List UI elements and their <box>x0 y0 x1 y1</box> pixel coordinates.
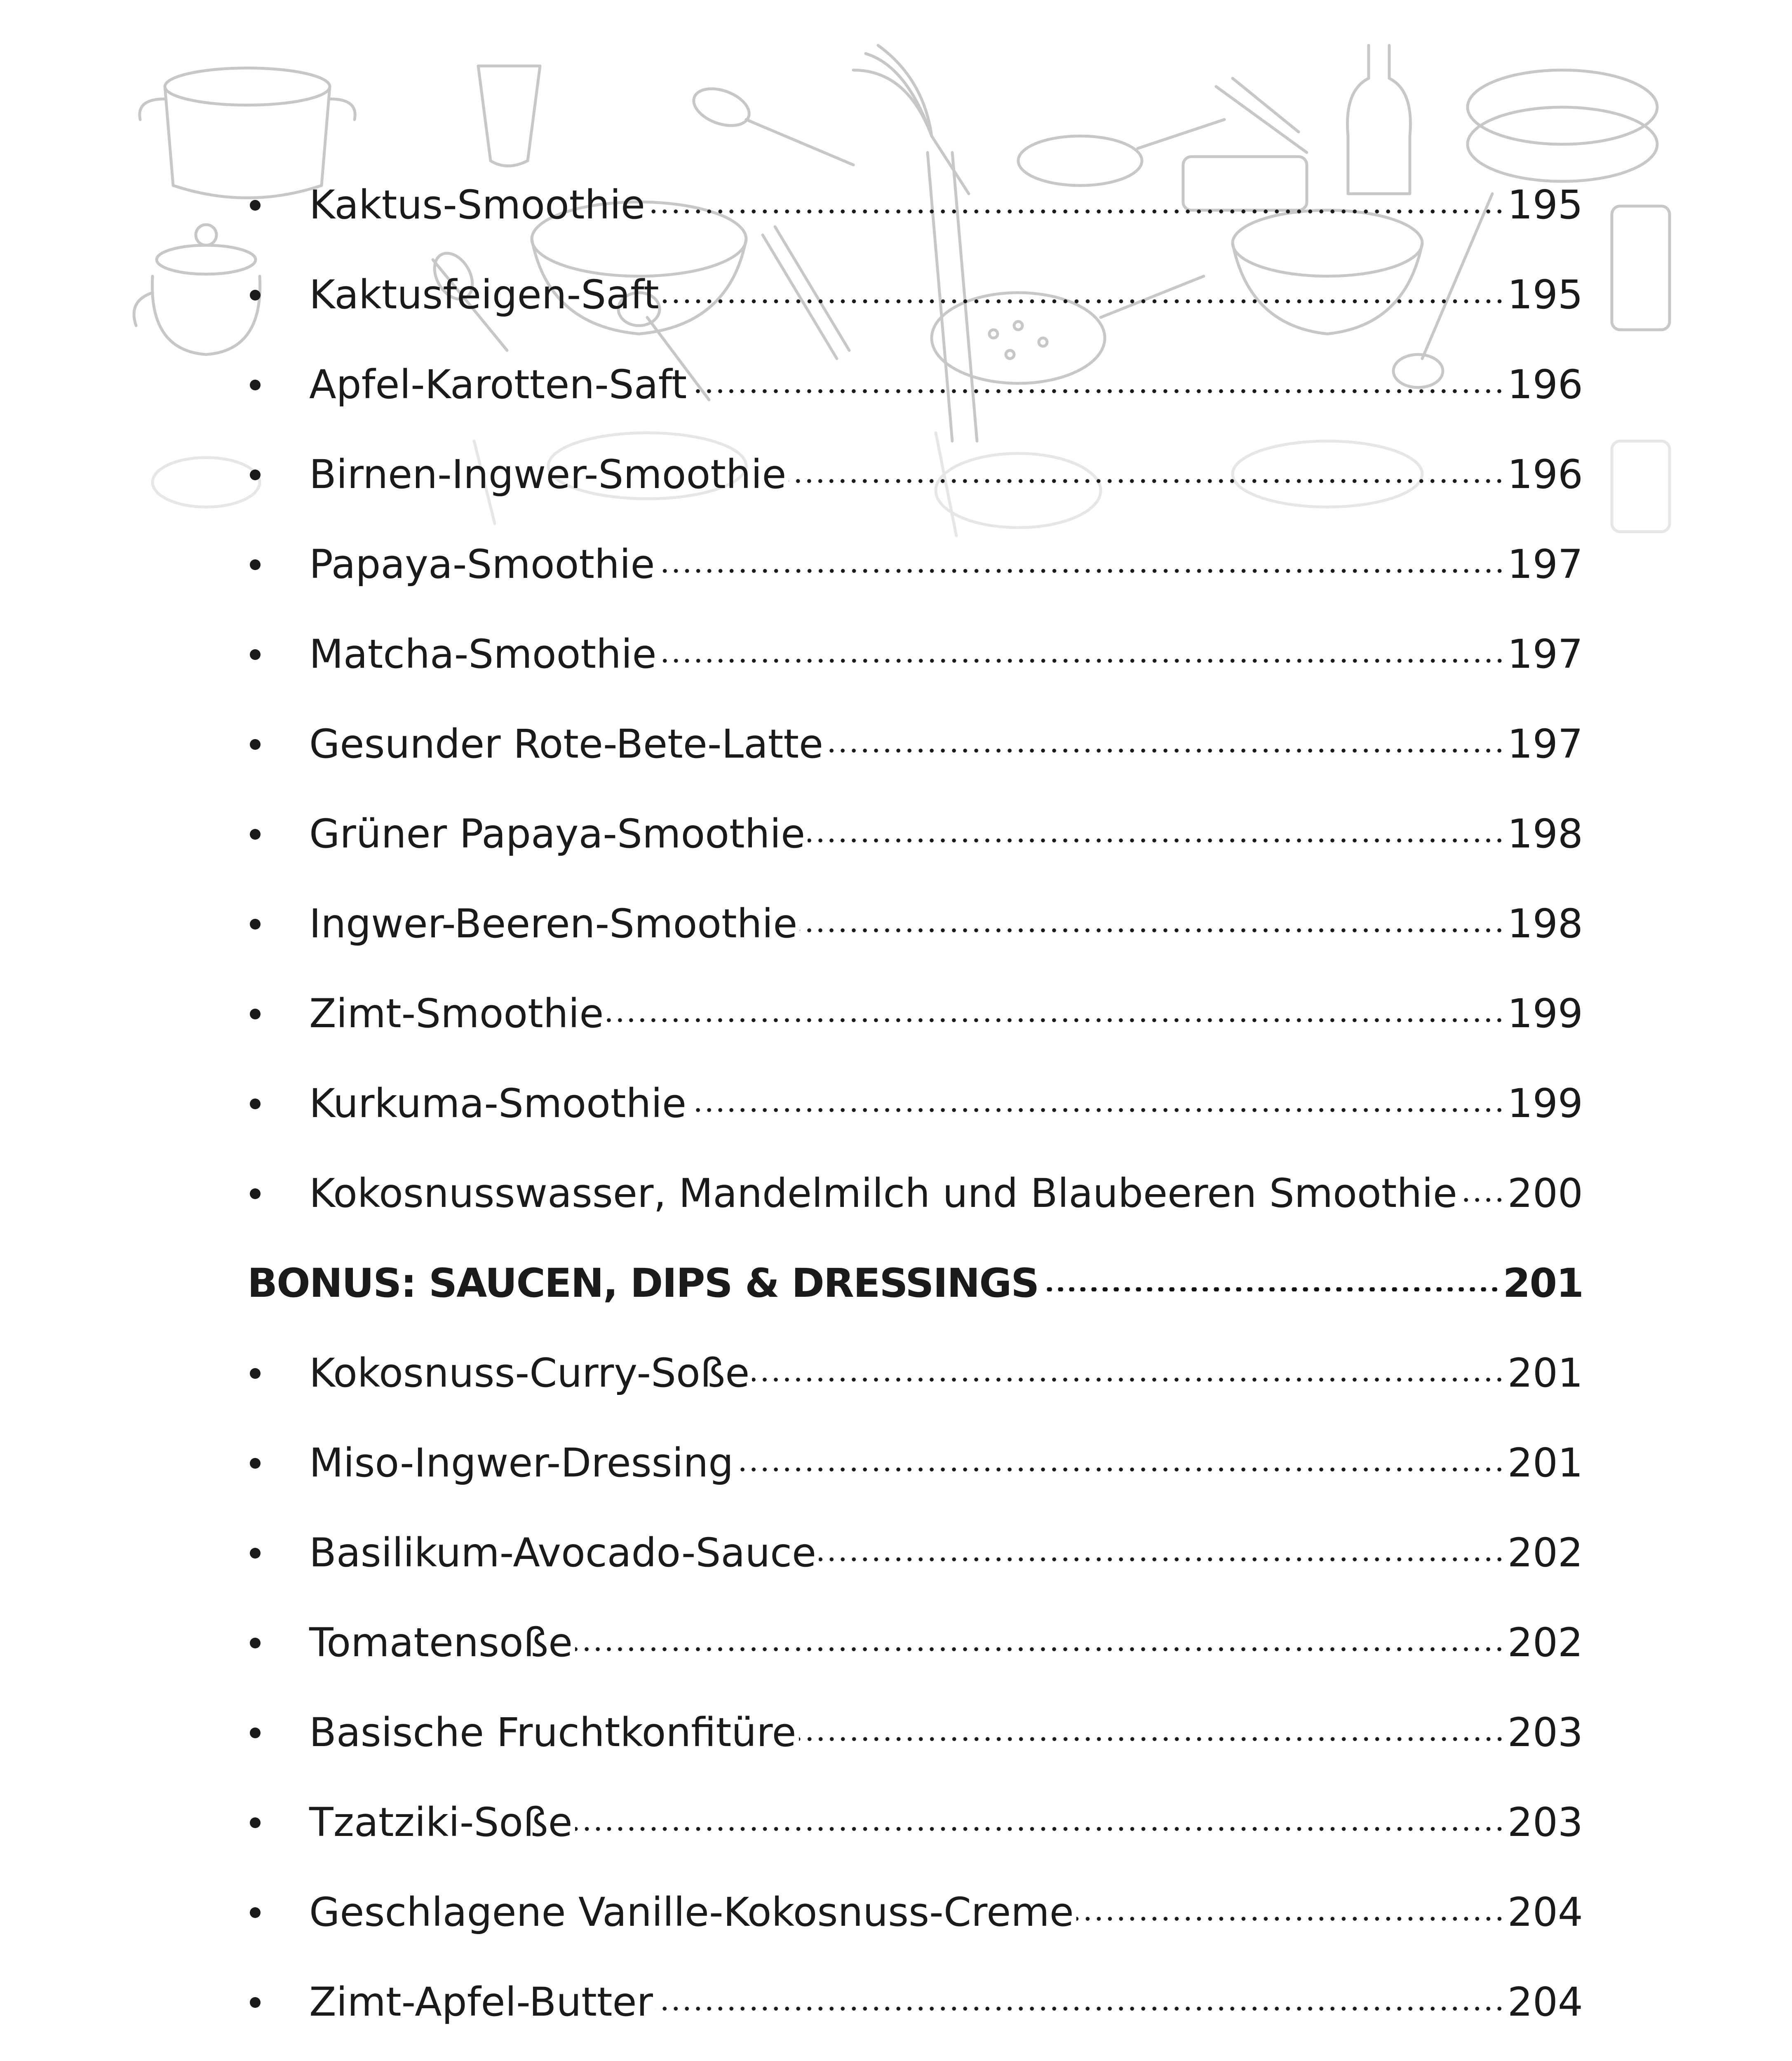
dot-leader <box>659 627 1505 668</box>
bullet-icon <box>247 1925 309 1926</box>
toc-entry[interactable] <box>247 879 1583 969</box>
toc-entry-page-number: 202 <box>1507 1530 1583 1576</box>
dot-leader <box>655 1974 1505 2016</box>
toc-entry-title <box>309 2047 615 2061</box>
toc-entry[interactable] <box>247 969 1583 1059</box>
dot-leader <box>800 896 1505 937</box>
dot-leader <box>1076 1885 1505 1926</box>
toc-entry[interactable] <box>247 609 1583 699</box>
toc-entry-page-number: 202 <box>1507 1620 1583 1666</box>
toc-entry-title: Kurkuma-Smoothie <box>309 1080 687 1127</box>
toc-entry-title: Kokosnusswasser, Mandelmilch und Blaubeeren Smoothie <box>309 1170 1457 1216</box>
toc-entry-page-number: 199 <box>1507 1080 1583 1127</box>
dot-leader <box>648 177 1505 218</box>
toc-entry-title: Zimt-Smoothie <box>309 991 604 1037</box>
toc-entry-page-number: 204 <box>1507 1979 1583 2025</box>
toc-entry-title: Matcha-Smoothie <box>309 631 657 677</box>
toc-entry-page-number: 203 <box>1507 1799 1583 1845</box>
toc-entry[interactable] <box>247 1957 1583 2047</box>
toc-entry-page-number: 197 <box>1507 631 1583 677</box>
toc-entry[interactable] <box>247 1777 1583 1867</box>
dot-leader <box>689 357 1505 398</box>
dot-leader <box>736 1435 1505 1477</box>
toc-entry[interactable] <box>247 1598 1583 1688</box>
toc-entry-page-number: 195 <box>1507 182 1583 228</box>
toc-entry-title: Tomatensoße <box>309 1620 573 1666</box>
toc-entry-title: Gesunder Rote-Bete-Latte <box>309 721 824 767</box>
toc-entry[interactable] <box>247 1508 1583 1598</box>
toc-entry-title: Birnen-Ingwer-Smoothie <box>309 451 787 498</box>
toc-entry[interactable] <box>247 1867 1583 1957</box>
toc-entry-title: Miso-Ingwer-Dressing <box>309 1440 734 1486</box>
toc-entry-page-number: 198 <box>1507 901 1583 947</box>
toc-entry[interactable] <box>247 1328 1583 1418</box>
toc-entry-page-number: 203 <box>1507 1709 1583 1756</box>
toc-entry-page-number: 201 <box>1503 1260 1583 1306</box>
toc-entry-page-number: 201 <box>1507 1350 1583 1396</box>
bullet-icon <box>247 2015 309 2016</box>
dot-leader <box>575 1615 1505 1656</box>
toc-entry[interactable] <box>247 1688 1583 1777</box>
toc-entry-title: BONUS: SAUCEN, DIPS & DRESSINGS <box>247 1260 1039 1306</box>
toc-entry-page-number: 196 <box>1507 451 1583 498</box>
dot-leader <box>789 447 1505 488</box>
toc-entry[interactable] <box>247 1059 1583 1148</box>
toc-entry-page-number: 197 <box>1507 721 1583 767</box>
toc-entry-page-number: 198 <box>1507 811 1583 857</box>
toc-entry[interactable] <box>247 1418 1583 1508</box>
toc-entry[interactable] <box>247 430 1583 519</box>
toc-entry-title: Papaya-Smoothie <box>309 541 655 587</box>
dot-leader <box>658 537 1505 578</box>
table-of-contents <box>247 160 1583 2061</box>
bullet-icon <box>247 757 309 758</box>
toc-entry-page-number: 199 <box>1507 991 1583 1037</box>
toc-section-heading[interactable] <box>247 1238 1583 1328</box>
toc-entry[interactable] <box>247 250 1583 340</box>
dot-leader <box>662 267 1505 308</box>
toc-entry[interactable] <box>247 160 1583 250</box>
toc-entry-title: Kokosnuss-Curry-Soße <box>309 1350 750 1396</box>
toc-entry[interactable] <box>247 2047 1583 2061</box>
toc-entry-page-number: 196 <box>1507 361 1583 408</box>
bullet-icon <box>247 1476 309 1477</box>
toc-entry-title: Kaktus-Smoothie <box>309 182 645 228</box>
dot-leader <box>1041 1256 1500 1297</box>
toc-entry-title: Tzatziki-Soße <box>309 1799 573 1845</box>
toc-entry-title: Grüner Papaya-Smoothie <box>309 811 806 857</box>
toc-entry-page-number: 197 <box>1507 541 1583 587</box>
toc-entry-title: Apfel-Karotten-Saft <box>309 361 687 408</box>
toc-entry[interactable] <box>247 699 1583 789</box>
dot-leader <box>606 986 1505 1027</box>
toc-entry[interactable] <box>247 340 1583 430</box>
toc-entry[interactable] <box>247 519 1583 609</box>
toc-entry-page-number: 204 <box>1507 1889 1583 1935</box>
dot-leader <box>689 1076 1505 1117</box>
toc-entry[interactable] <box>247 1148 1583 1238</box>
dot-leader <box>752 1345 1505 1387</box>
dot-leader <box>799 1705 1505 1746</box>
bullet-icon <box>247 1386 309 1387</box>
toc-entry-page-number: 195 <box>1507 272 1583 318</box>
toc-entry-title: Basische Fruchtkonfitüre <box>309 1709 796 1756</box>
toc-entry-page-number: 201 <box>1507 1440 1583 1486</box>
dot-leader <box>808 806 1505 847</box>
toc-entry[interactable] <box>247 789 1583 879</box>
dot-leader <box>575 1795 1505 1836</box>
dot-leader <box>826 716 1505 758</box>
toc-entry-title: Zimt-Apfel-Butter <box>309 1979 653 2025</box>
dot-leader <box>1460 1166 1505 1207</box>
dot-leader <box>819 1525 1505 1566</box>
toc-entry-title: Geschlagene Vanille-Kokosnuss-Creme <box>309 1889 1074 1935</box>
bullet-icon <box>247 577 309 578</box>
toc-entry-title: Ingwer-Beeren-Smoothie <box>309 901 798 947</box>
bullet-icon <box>247 667 309 668</box>
toc-entry-page-number: 200 <box>1507 1170 1583 1216</box>
toc-entry-page-number <box>1508 2047 1583 2061</box>
toc-entry-title: Kaktusfeigen-Saft <box>309 272 659 318</box>
toc-entry-title: Basilikum-Avocado-Sauce <box>309 1530 816 1576</box>
